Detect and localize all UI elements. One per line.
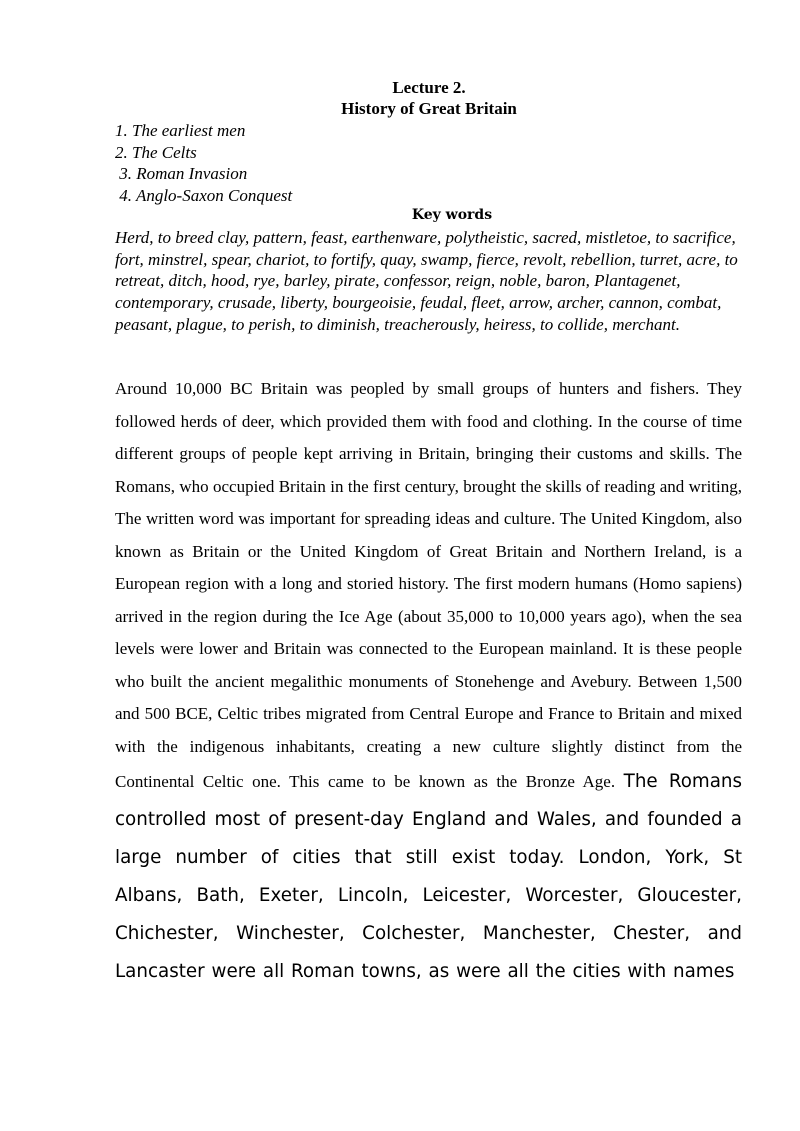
key-words-list: Herd, to breed clay, pattern, feast, earthenware, polytheistic, sacred, mistletoe, to sacrifice, fort, minstrel, spear, chariot, to fortify, quay, swamp, fierce, revolt, rebellion, turret, acre, to retreat, ditch, hood, rye, barley, pirate, confessor, reign, noble, baron, Plantagenet, contemporary, crusade, liberty, bourgeoisie, feudal, fleet, arrow, archer, cannon, combat, peasant, plague, to perish, to diminish, treacherously, heiress, to collide, merchant. — [115, 228, 738, 334]
outline-item: 4. Anglo-Saxon Conquest — [115, 185, 293, 205]
outline-item: 2. The Celts — [115, 142, 197, 162]
body-text-serif: Around 10,000 BC Britain was peopled by small groups of hunters and fishers. They followed herds of deer, which provided them with food and clothing. In the course of time different groups of people kept arriving in Britain, bringing their customs and skills. The Romans, who occupied Britain in the first century, brought the skills of reading and writing, The written word was important for spreading ideas and culture. The United Kingdom, also known as Britain or the United Kingdom of Great Britain and Northern Ireland, is a European region with a long and storied history. The first modern humans (Homo sapiens) arrived in the region during the Ice Age (about 35,000 to 10,000 years ago), when the sea levels were lower and Britain was connected to the European mainland. It is these people who built the ancient megalithic monuments of Stonehenge and Avebury. Between 1,500 and 500 BCE, Celtic tribes migrated from Central Europe and France to Britain and mixed with the indigenous inhabitants, creating a new culture slightly distinct from the Continental Celtic one. This came to be known as the Bronze Age. — [115, 379, 742, 791]
body-paragraph — [115, 373, 742, 991]
outline-list — [115, 120, 292, 206]
outline-item: 1. The earliest men — [115, 121, 246, 140]
key-words-heading: Key words — [411, 207, 493, 223]
outline-item: 3. Roman Invasion — [115, 164, 248, 183]
lecture-number: Lecture 2. — [392, 78, 466, 97]
body-text-sans: The Romans controlled most of present-day England and Wales, and founded a large number of cities that still exist today. London, York, St Albans, Bath, Exeter, Lincoln, Leicester, Worcester, Gloucester, Chichester, Winchester, Colchester, Manchester, Chester, and Lancaster were all Roman towns, as were all the cities with names — [115, 771, 743, 982]
lecture-title: History of Great Britain — [341, 99, 517, 118]
